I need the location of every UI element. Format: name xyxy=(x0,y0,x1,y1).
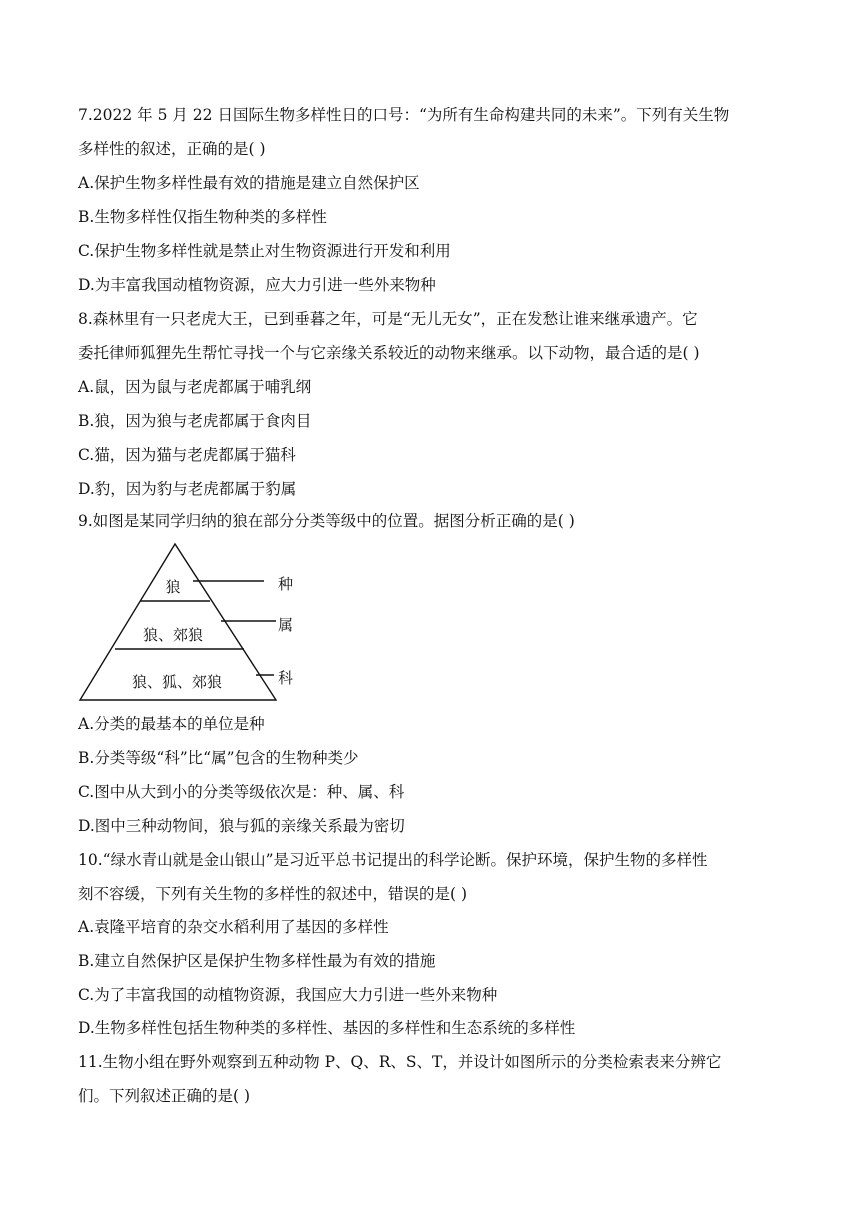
rank-label-species: 种 xyxy=(278,575,294,593)
taxonomy-pyramid-diagram xyxy=(76,541,306,703)
q9-option-b: B.分类等级“科”比“属”包含的生物种类少 xyxy=(78,749,359,767)
rank-label-genus: 属 xyxy=(278,616,294,634)
q7-option-b: B.生物多样性仅指生物种类的多样性 xyxy=(78,208,327,226)
q8-stem-line-2: 委托律师狐狸先生帮忙寻找一个与它亲缘关系较近的动物来继承。以下动物，最合适的是( ) xyxy=(78,344,700,362)
q9-option-c: C.图中从大到小的分类等级依次是：种、属、科 xyxy=(78,783,405,801)
q8-option-a: A.鼠，因为鼠与老虎都属于哺乳纲 xyxy=(78,378,312,396)
q10-stem-line-1: 10.“绿水青山就是金山银山”是习近平总书记提出的科学论断。保护环境，保护生物的多样性 xyxy=(78,851,708,869)
q11-stem-line-2: 们。下列叙述正确的是( ) xyxy=(78,1087,251,1105)
tier-label-species: 狼 xyxy=(165,578,181,596)
q10-option-d: D.生物多样性包括生物种类的多样性、基因的多样性和生态系统的多样性 xyxy=(78,1019,576,1037)
q10-option-c: C.为了丰富我国的动植物资源，我国应大力引进一些外来物种 xyxy=(78,986,498,1004)
q8-option-d: D.豹，因为豹与老虎都属于豹属 xyxy=(78,480,297,498)
q11-stem-line-1: 11.生物小组在野外观察到五种动物 P、Q、R、S、T，并设计如图所示的分类检索表来分辨它 xyxy=(78,1053,722,1071)
q8-option-b: B.狼，因为狼与老虎都属于食肉目 xyxy=(78,412,312,430)
q7-option-d: D.为丰富我国动植物资源，应大力引进一些外来物种 xyxy=(78,276,436,294)
q7-option-a: A.保护生物多样性最有效的措施是建立自然保护区 xyxy=(78,174,420,192)
q7-option-c: C.保护生物多样性就是禁止对生物资源进行开发和利用 xyxy=(78,242,451,260)
q9-stem-line-1: 9.如图是某同学归纳的狼在部分分类等级中的位置。据图分析正确的是( ) xyxy=(78,512,575,530)
q8-stem-line-1: 8.森林里有一只老虎大王，已到垂暮之年，可是“无儿无女”，正在发愁让谁来继承遗产。它 xyxy=(78,310,698,328)
q9-option-a: A.分类的最基本的单位是种 xyxy=(78,715,265,733)
tier-label-genus: 狼、郊狼 xyxy=(142,626,204,644)
q9-option-d: D.图中三种动物间，狼与狐的亲缘关系最为密切 xyxy=(78,817,405,835)
q7-stem-line-1: 7.2022 年 5 月 22 日国际生物多样性日的口号：“为所有生命构建共同的未来”。下列有关生物 xyxy=(78,106,730,124)
rank-label-family: 科 xyxy=(278,669,294,687)
q10-option-b: B.建立自然保护区是保护生物多样性最为有效的措施 xyxy=(78,952,436,970)
q10-option-a: A.袁隆平培育的杂交水稻利用了基因的多样性 xyxy=(78,918,389,936)
tier-label-family: 狼、狐、郊狼 xyxy=(131,673,223,691)
q10-stem-line-2: 刻不容缓，下列有关生物的多样性的叙述中，错误的是( ) xyxy=(78,885,468,903)
q8-option-c: C.猫，因为猫与老虎都属于猫科 xyxy=(78,446,296,464)
q7-stem-line-2: 多样性的叙述，正确的是( ) xyxy=(78,140,266,158)
